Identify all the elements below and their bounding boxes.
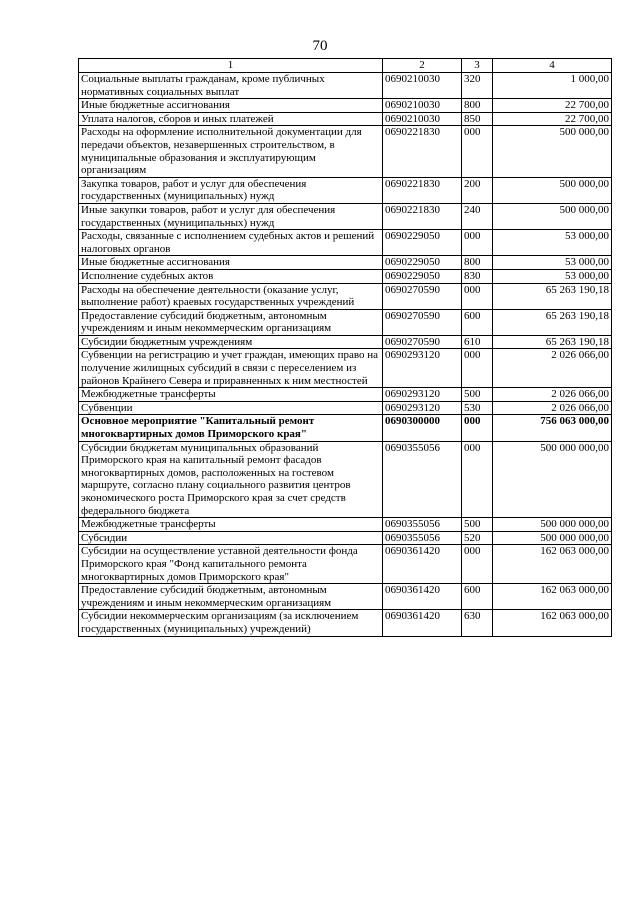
row-amount: 65 263 190,18: [493, 309, 612, 335]
row-name: Предоставление субсидий бюджетным, автономным учреждениям и иным некоммерческим организациям: [79, 309, 383, 335]
table-row: [79, 177, 612, 203]
table-row: [79, 388, 612, 402]
row-name: Субсидии бюджетам муниципальных образований Приморского края на капитальный ремонт фасадов многоквартирных домов, расположенных на гостевом маршруте, согласно плану социального развития центров экономического роста Приморского края за счет средств федерального бюджета: [79, 441, 383, 518]
row-code: 0690293120: [383, 388, 462, 402]
row-name: Межбюджетные трансферты: [79, 518, 383, 532]
row-type: 500: [462, 518, 493, 532]
row-amount: 53 000,00: [493, 269, 612, 283]
row-code: 0690300000: [383, 415, 462, 441]
row-code: 0690270590: [383, 335, 462, 349]
row-amount: 162 063 000,00: [493, 584, 612, 610]
row-amount: 65 263 190,18: [493, 283, 612, 309]
row-name: Иные бюджетные ассигнования: [79, 256, 383, 270]
row-name: Субсидии некоммерческим организациям (за исключением государственных (муниципальных) учреждений): [79, 610, 383, 636]
column-header-name: 1: [79, 59, 383, 73]
table-row: [79, 112, 612, 126]
row-code: 0690293120: [383, 401, 462, 415]
row-amount: 22 700,00: [493, 112, 612, 126]
row-code: 0690221830: [383, 203, 462, 229]
row-code: 0690361420: [383, 584, 462, 610]
row-name: Иные бюджетные ассигнования: [79, 99, 383, 113]
header-row: [79, 59, 612, 73]
row-type: 200: [462, 177, 493, 203]
table-row: [79, 126, 612, 177]
column-header-code: 2: [383, 59, 462, 73]
table-row: [79, 415, 612, 441]
table-row: [79, 545, 612, 584]
table-row: [79, 269, 612, 283]
row-type: 000: [462, 230, 493, 256]
row-code: 0690355056: [383, 531, 462, 545]
row-code: 0690229050: [383, 256, 462, 270]
row-name: Исполнение судебных актов: [79, 269, 383, 283]
row-code: 0690221830: [383, 126, 462, 177]
row-name: Субсидии бюджетным учреждениям: [79, 335, 383, 349]
table-row: [79, 401, 612, 415]
row-type: 000: [462, 283, 493, 309]
row-type: 630: [462, 610, 493, 636]
row-type: 600: [462, 309, 493, 335]
row-name: Основное мероприятие "Капитальный ремонт многоквартирных домов Приморского края": [79, 415, 383, 441]
row-type: 830: [462, 269, 493, 283]
row-code: 0690210030: [383, 99, 462, 113]
row-type: 850: [462, 112, 493, 126]
row-amount: 756 063 000,00: [493, 415, 612, 441]
row-type: 530: [462, 401, 493, 415]
row-amount: 500 000,00: [493, 203, 612, 229]
row-name: Расходы на оформление исполнительной документации для передачи объектов, незавершенных строительством, в муниципальные образования и эксплуатирующим организациям: [79, 126, 383, 177]
row-type: 520: [462, 531, 493, 545]
row-code: 0690210030: [383, 73, 462, 99]
column-header-amount: 4: [493, 59, 612, 73]
table-row: [79, 531, 612, 545]
row-code: 0690229050: [383, 230, 462, 256]
row-amount: 500 000 000,00: [493, 518, 612, 532]
row-name: Расходы, связанные с исполнением судебных актов и решений налоговых органов: [79, 230, 383, 256]
table-row: [79, 99, 612, 113]
budget-table: [78, 58, 612, 637]
row-type: 000: [462, 415, 493, 441]
row-name: Иные закупки товаров, работ и услуг для обеспечения государственных (муниципальных) нужд: [79, 203, 383, 229]
row-type: 000: [462, 441, 493, 518]
row-code: 0690293120: [383, 349, 462, 388]
row-name: Субвенции: [79, 401, 383, 415]
row-amount: 53 000,00: [493, 230, 612, 256]
row-code: 0690221830: [383, 177, 462, 203]
row-type: 000: [462, 349, 493, 388]
table-row: [79, 256, 612, 270]
row-amount: 1 000,00: [493, 73, 612, 99]
row-type: 600: [462, 584, 493, 610]
row-code: 0690361420: [383, 545, 462, 584]
row-code: 0690270590: [383, 309, 462, 335]
table-row: [79, 584, 612, 610]
column-header-type: 3: [462, 59, 493, 73]
row-amount: 65 263 190,18: [493, 335, 612, 349]
row-code: 0690229050: [383, 269, 462, 283]
row-amount: 500 000 000,00: [493, 531, 612, 545]
row-name: Субвенции на регистрацию и учет граждан, имеющих право на получение жилищных субсидий в связи с переселением из районов Крайнего Севера и приравненных к ним местностей: [79, 349, 383, 388]
table-row: [79, 283, 612, 309]
row-type: 000: [462, 126, 493, 177]
row-name: Закупка товаров, работ и услуг для обеспечения государственных (муниципальных) нужд: [79, 177, 383, 203]
table-row: [79, 610, 612, 636]
table-row: [79, 203, 612, 229]
row-name: Уплата налогов, сборов и иных платежей: [79, 112, 383, 126]
page-number: 70: [312, 38, 328, 54]
row-type: 610: [462, 335, 493, 349]
table-row: [79, 73, 612, 99]
row-amount: 162 063 000,00: [493, 610, 612, 636]
row-amount: 2 026 066,00: [493, 349, 612, 388]
row-amount: 162 063 000,00: [493, 545, 612, 584]
row-name: Социальные выплаты гражданам, кроме публичных нормативных социальных выплат: [79, 73, 383, 99]
row-amount: 2 026 066,00: [493, 388, 612, 402]
row-name: Межбюджетные трансферты: [79, 388, 383, 402]
row-amount: 2 026 066,00: [493, 401, 612, 415]
row-amount: 53 000,00: [493, 256, 612, 270]
row-code: 0690355056: [383, 441, 462, 518]
row-type: 320: [462, 73, 493, 99]
row-type: 240: [462, 203, 493, 229]
row-type: 800: [462, 99, 493, 113]
row-code: 0690355056: [383, 518, 462, 532]
row-name: Предоставление субсидий бюджетным, автономным учреждениям и иным некоммерческим организациям: [79, 584, 383, 610]
row-type: 800: [462, 256, 493, 270]
row-type: 000: [462, 545, 493, 584]
table-row: [79, 518, 612, 532]
table-row: [79, 335, 612, 349]
row-code: 0690361420: [383, 610, 462, 636]
table-row: [79, 349, 612, 388]
table-row: [79, 230, 612, 256]
row-type: 500: [462, 388, 493, 402]
table-row: [79, 441, 612, 518]
row-code: 0690270590: [383, 283, 462, 309]
row-code: 0690210030: [383, 112, 462, 126]
row-name: Субсидии: [79, 531, 383, 545]
row-name: Расходы на обеспечение деятельности (оказание услуг, выполнение работ) краевых государственных учреждений: [79, 283, 383, 309]
row-amount: 22 700,00: [493, 99, 612, 113]
row-amount: 500 000,00: [493, 126, 612, 177]
row-amount: 500 000,00: [493, 177, 612, 203]
table-row: [79, 309, 612, 335]
row-amount: 500 000 000,00: [493, 441, 612, 518]
row-name: Субсидии на осуществление уставной деятельности фонда Приморского края "Фонд капитального ремонта многоквартирных домов Приморского края": [79, 545, 383, 584]
table-body: [79, 73, 612, 637]
